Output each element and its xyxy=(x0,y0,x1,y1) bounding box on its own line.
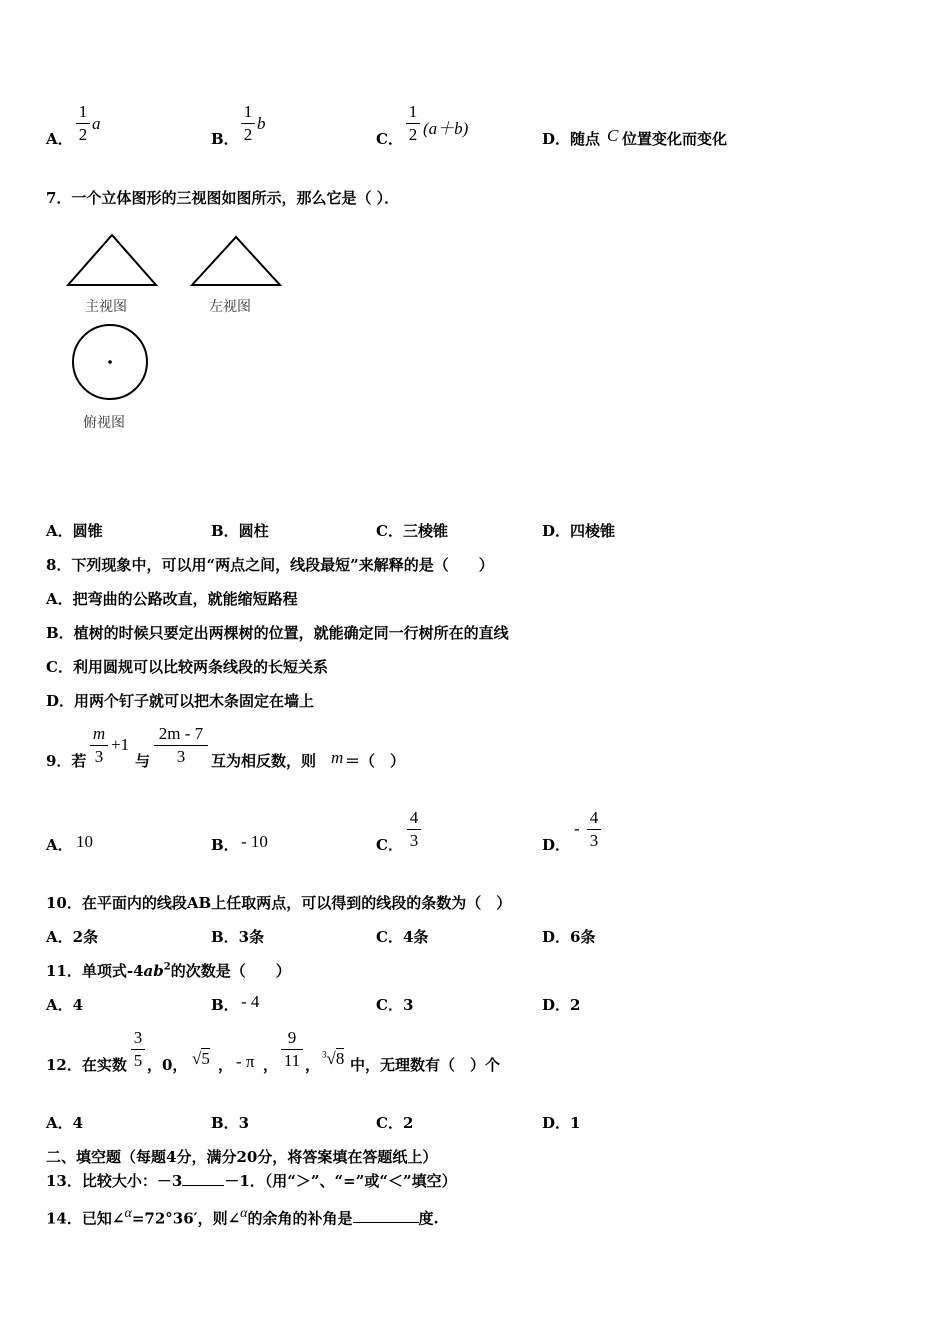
top-view-label: 俯视图 xyxy=(83,415,125,431)
front-view-triangle xyxy=(68,235,156,285)
q7-option-c: C．三棱锥 xyxy=(376,522,448,540)
q6-option-a-var: a xyxy=(92,114,101,133)
q7-option-a: A．圆锥 xyxy=(46,522,103,540)
q7-option-d: D．四棱锥 xyxy=(542,522,616,540)
q13-answer-blank[interactable] xyxy=(182,1185,224,1186)
q6-option-c-fraction: 1 2 xyxy=(406,102,420,145)
q11-option-b-value: - 4 xyxy=(241,992,260,1011)
q6-option-b-fraction: 1 2 xyxy=(241,102,255,145)
q9-prefix: 9．若 xyxy=(46,752,87,770)
q9-option-d-fraction: 4 3 xyxy=(587,808,601,851)
q12-option-a: A．4 xyxy=(46,1114,84,1132)
q7-stem: 7．一个立体图形的三视图如图所示，那么它是（ ）． xyxy=(46,189,400,207)
q10-stem: 10．在平面内的线段AB上任取两点，可以得到的线段的条数为（ ） xyxy=(46,894,512,912)
q9-suffix: 互为相反数，则 xyxy=(211,752,317,770)
q6-option-c-expr: (a＋b) xyxy=(423,119,469,138)
q12-cube-root-8: $^3$√8 xyxy=(322,1049,345,1068)
q10-option-b: B．3条 xyxy=(211,928,265,946)
q8-option-c: C．利用圆规可以比较两条线段的长短关系 xyxy=(46,658,328,676)
q9-fraction-1: m 3 xyxy=(90,724,108,767)
q6-option-c-letter: C． xyxy=(376,130,403,148)
q9-plus-one: +1 xyxy=(111,735,130,754)
q12-sep-3: ， xyxy=(263,1056,279,1074)
q9-option-a-value: 10 xyxy=(76,832,93,851)
q12-sep-2: ， xyxy=(218,1056,234,1074)
q10-option-d: D．6条 xyxy=(542,928,596,946)
front-view-label: 主视图 xyxy=(85,299,127,315)
q11-option-b-letter: B． xyxy=(211,996,239,1014)
q9-option-a-letter: A． xyxy=(46,836,73,854)
q9-with: 与 xyxy=(135,752,151,770)
q8-option-d: D．用两个钉子就可以把木条固定在墙上 xyxy=(46,692,315,710)
q10-option-a: A．2条 xyxy=(46,928,99,946)
q14-alpha-1: α xyxy=(124,1206,132,1221)
q9-option-d-sign: - xyxy=(574,819,580,838)
q6-option-d-var: C xyxy=(607,126,619,145)
q12-suffix: 中，无理数有（ ）个 xyxy=(350,1056,501,1074)
q6-option-d-text-2: 位置变化而变化 xyxy=(622,130,728,148)
q9-option-c-fraction: 4 3 xyxy=(407,808,421,851)
q12-prefix: 12．在实数 xyxy=(46,1056,127,1074)
q13-line: 13．比较大小：－3 －1．（用“＞”、“=”或“＜”填空） xyxy=(46,1172,457,1190)
q6-option-b-var: b xyxy=(257,114,266,133)
q11-option-a: A．4 xyxy=(46,996,84,1014)
q9-variable: m xyxy=(331,748,344,767)
q9-option-b-value: - 10 xyxy=(241,832,268,851)
q8-option-b: B．植树的时候只要定出两棵树的位置，就能确定同一行树所在的直线 xyxy=(46,624,509,642)
q6-option-a-fraction: 1 2 xyxy=(76,102,90,145)
q12-sep-4: ， xyxy=(305,1056,321,1074)
left-view-triangle xyxy=(192,237,280,285)
q12-option-c: C．2 xyxy=(376,1114,414,1132)
q7-option-b: B．圆柱 xyxy=(211,522,269,540)
q8-stem: 8．下列现象中，可以用“两点之间，线段最短”来解释的是（ ） xyxy=(46,556,494,574)
q12-option-b: B．3 xyxy=(211,1114,250,1132)
q6-option-d-text-1: 随点 xyxy=(570,130,601,148)
q9-option-d-letter: D． xyxy=(542,836,571,854)
left-view-label: 左视图 xyxy=(209,299,251,315)
q14-line: 14．已知∠$^\alpha$=72°36′，则∠$^\alpha$的余角的补角是 度. xyxy=(46,1206,439,1228)
q9-option-c-letter: C． xyxy=(376,836,403,854)
q12-fraction-9-11: 9 11 xyxy=(281,1028,303,1071)
q7-three-views-figure xyxy=(60,228,300,438)
q12-sep-1: ，0， xyxy=(147,1056,188,1074)
q11-stem: 11．单项式$-4ab^2$的次数是（ ） xyxy=(46,961,291,980)
q10-option-c: C．4条 xyxy=(376,928,429,946)
q11-option-c: C．3 xyxy=(376,996,414,1014)
q6-option-d-letter: D． xyxy=(542,130,571,148)
q11-exponent: 2 xyxy=(163,961,171,973)
top-view-center-point xyxy=(108,360,112,364)
q14-answer-blank[interactable] xyxy=(353,1222,419,1223)
q8-option-a: A．把弯曲的公路改直，就能缩短路程 xyxy=(46,590,298,608)
q6-option-b-letter: B． xyxy=(211,130,239,148)
q12-negative-pi: - π xyxy=(236,1052,255,1071)
q14-alpha-2: α xyxy=(240,1206,248,1221)
q9-fraction-2: 2m - 7 3 xyxy=(154,724,208,767)
q11-monomial-vars: ab xyxy=(143,962,164,980)
q11-option-d: D．2 xyxy=(542,996,581,1014)
q6-option-a-letter: A． xyxy=(46,130,73,148)
q9-end: ＝（ ） xyxy=(345,752,406,770)
q9-option-b-letter: B． xyxy=(211,836,239,854)
q12-fraction-3-5: 3 5 xyxy=(131,1028,145,1071)
section-2-heading: 二、填空题（每题4分，满分20分，将答案填在答题纸上） xyxy=(46,1148,438,1166)
q12-option-d: D．1 xyxy=(542,1114,581,1132)
q12-sqrt-5: √5 xyxy=(192,1049,210,1068)
